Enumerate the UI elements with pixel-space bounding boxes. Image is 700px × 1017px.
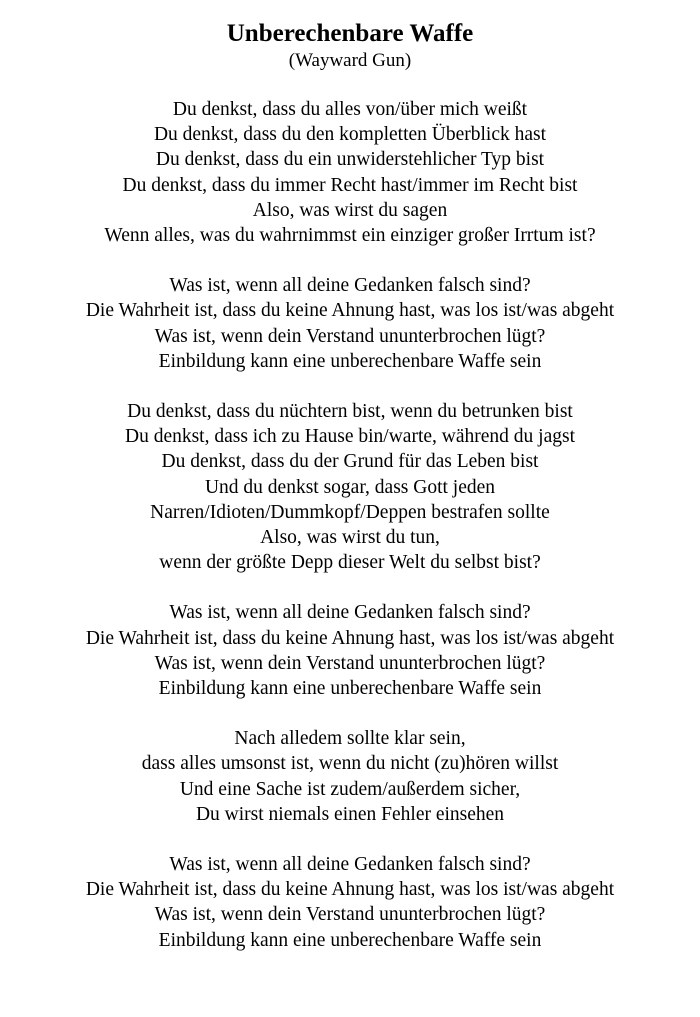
lyric-line: Was ist, wenn dein Verstand ununterbrochen lügt?	[154, 904, 546, 926]
lyric-line: wenn der größte Depp dieser Welt du selbst bist?	[159, 552, 541, 574]
lyric-line: Wenn alles, was du wahrnimmst ein einziger großer Irrtum ist?	[104, 225, 596, 247]
lyric-line: Du denkst, dass du nüchtern bist, wenn du betrunken bist	[127, 401, 573, 423]
lyric-line: Also, was wirst du tun,	[260, 527, 440, 549]
lyric-line: Die Wahrheit ist, dass du keine Ahnung hast, was los ist/was abgeht	[85, 879, 615, 901]
stanza-2-chorus	[0, 273, 700, 374]
lyric-line: Und du denkst sogar, dass Gott jeden	[204, 476, 496, 498]
lyric-line: Du wirst niemals einen Fehler einsehen	[195, 803, 505, 825]
lyric-line: Du denkst, dass du alles von/über mich weißt	[172, 99, 528, 120]
stanza-4-chorus	[0, 600, 700, 701]
lyric-line: Was ist, wenn all deine Gedanken falsch sind?	[169, 275, 531, 297]
stanza-6-chorus	[0, 852, 700, 953]
lyric-line: Du denkst, dass du immer Recht hast/immer im Recht bist	[122, 174, 578, 196]
lyric-line: Die Wahrheit ist, dass du keine Ahnung hast, was los ist/was abgeht	[85, 300, 615, 322]
stanza-3	[0, 399, 700, 575]
stanza-5-bridge	[0, 726, 700, 827]
lyric-line: Was ist, wenn dein Verstand ununterbrochen lügt?	[154, 325, 546, 347]
lyric-line: Du denkst, dass ich zu Hause bin/warte, während du jagst	[124, 426, 575, 448]
lyric-line: Narren/Idioten/Dummkopf/Deppen bestrafen sollte	[150, 501, 550, 523]
lyric-line: Du denkst, dass du ein unwiderstehlicher Typ bist	[155, 149, 545, 171]
lyric-line: Du denkst, dass du den kompletten Überblick hast	[153, 124, 547, 146]
lyric-line: Und eine Sache ist zudem/außerdem sicher,	[179, 778, 521, 800]
lyric-line: Was ist, wenn all deine Gedanken falsch sind?	[169, 854, 531, 876]
lyric-line: Was ist, wenn all deine Gedanken falsch sind?	[169, 602, 531, 624]
stanza-1	[0, 97, 700, 248]
lyric-line: Einbildung kann eine unberechenbare Waffe sein	[158, 350, 542, 372]
lyric-line: Einbildung kann eine unberechenbare Waffe sein	[158, 929, 542, 951]
lyric-line: Du denkst, dass du der Grund für das Leben bist	[161, 451, 539, 473]
lyric-line: Einbildung kann eine unberechenbare Waffe sein	[158, 678, 542, 700]
lyric-line: Nach alledem sollte klar sein,	[234, 728, 466, 750]
song-title: Unberechenbare Waffe	[226, 20, 474, 47]
song-subtitle: (Wayward Gun)	[288, 50, 412, 71]
lyric-line: Also, was wirst du sagen	[252, 199, 448, 221]
lyric-line: Was ist, wenn dein Verstand ununterbrochen lügt?	[154, 652, 546, 674]
lyric-line: dass alles umsonst ist, wenn du nicht (zu)hören willst	[141, 753, 559, 775]
lyric-line: Die Wahrheit ist, dass du keine Ahnung hast, was los ist/was abgeht	[85, 627, 615, 649]
